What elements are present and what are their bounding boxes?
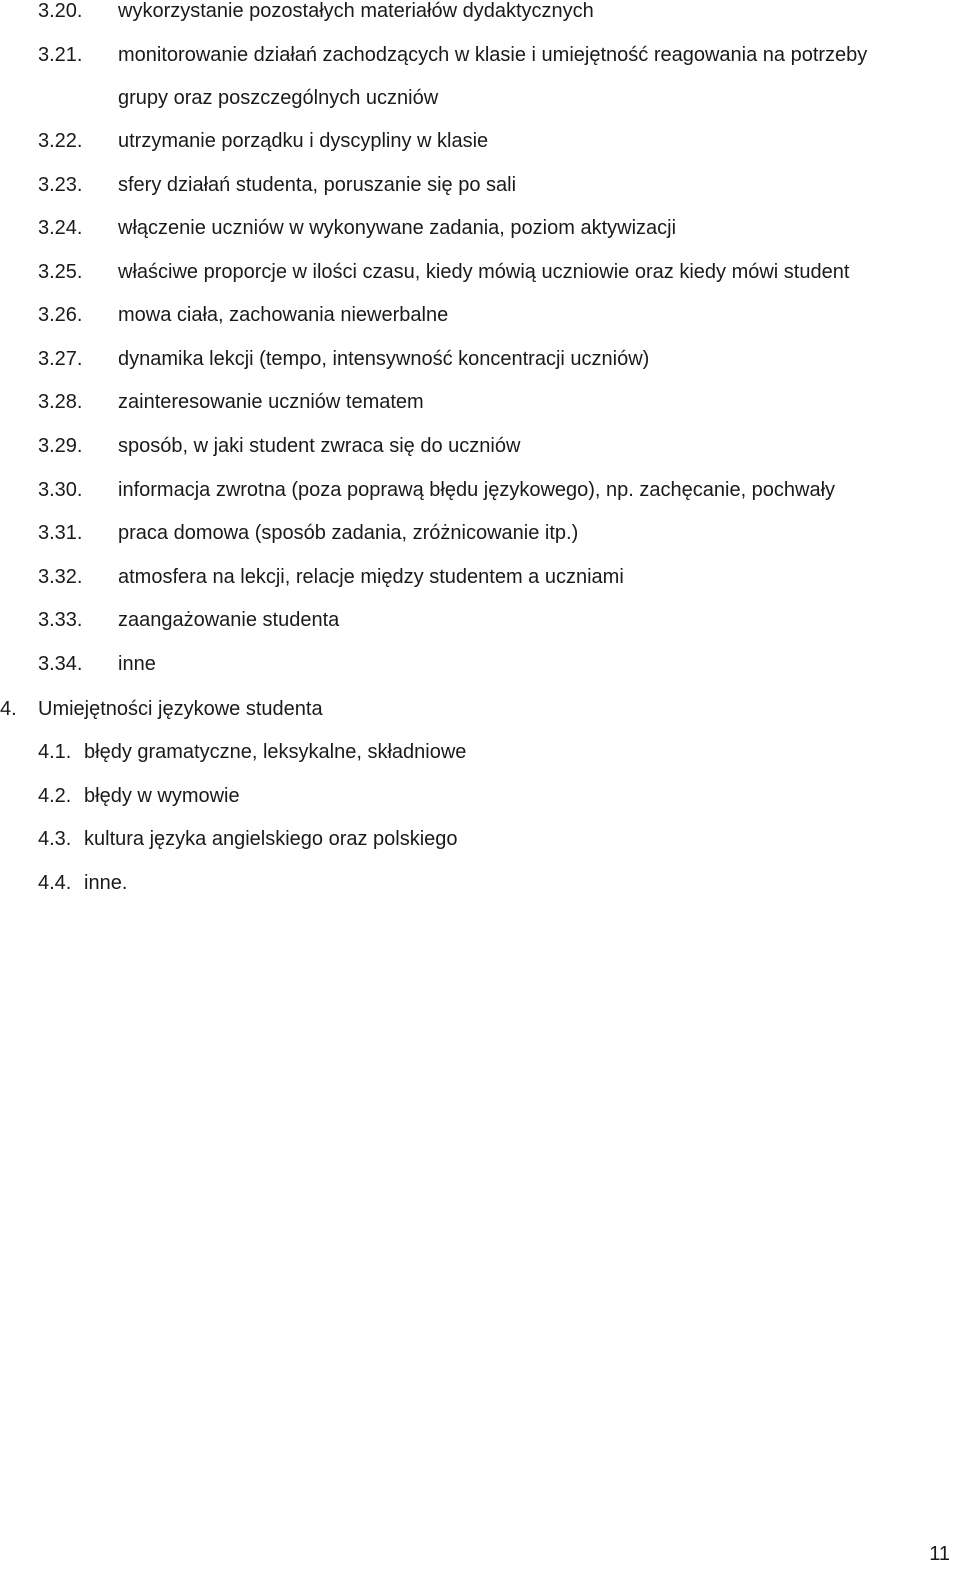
item-number: 4.3. bbox=[38, 828, 72, 850]
item-text: błędy gramatyczne, leksykalne, składniowe bbox=[84, 741, 467, 763]
item-text: włączenie uczniów w wykonywane zadania, poziom aktywizacji bbox=[118, 217, 677, 239]
item-text-continuation: grupy oraz poszczególnych uczniów bbox=[118, 87, 439, 109]
item-text: kultura języka angielskiego oraz polskiego bbox=[84, 828, 458, 850]
item-number: 3.33. bbox=[38, 609, 83, 631]
item-number: 3.28. bbox=[38, 391, 83, 413]
item-text: monitorowanie działań zachodzących w klasie i umiejętność reagowania na potrzeby bbox=[118, 44, 868, 66]
item-text: sposób, w jaki student zwraca się do uczniów bbox=[118, 435, 521, 457]
item-text: inne bbox=[118, 653, 156, 675]
item-text: wykorzystanie pozostałych materiałów dydaktycznych bbox=[118, 0, 594, 22]
item-number: 3.21. bbox=[38, 44, 83, 66]
item-number: 4.4. bbox=[38, 872, 72, 894]
item-number: 3.30. bbox=[38, 479, 83, 501]
item-text: informacja zwrotna (poza poprawą błędu językowego), np. zachęcanie, pochwały bbox=[118, 479, 836, 501]
section-title: Umiejętności językowe studenta bbox=[38, 698, 323, 720]
section-number: 4. bbox=[0, 698, 17, 720]
item-number: 3.31. bbox=[38, 522, 83, 544]
item-text: utrzymanie porządku i dyscypliny w klasie bbox=[118, 130, 489, 152]
item-number: 3.24. bbox=[38, 217, 83, 239]
item-text: błędy w wymowie bbox=[84, 785, 240, 807]
item-number: 4.2. bbox=[38, 785, 72, 807]
item-number: 3.20. bbox=[38, 0, 83, 22]
page-number: 11 bbox=[929, 1543, 950, 1565]
item-number: 3.27. bbox=[38, 348, 83, 370]
item-text: mowa ciała, zachowania niewerbalne bbox=[118, 304, 449, 326]
item-number: 3.22. bbox=[38, 130, 83, 152]
item-number: 3.26. bbox=[38, 304, 83, 326]
item-number: 3.32. bbox=[38, 566, 83, 588]
item-text: atmosfera na lekcji, relacje między studentem a uczniami bbox=[118, 566, 624, 588]
item-number: 3.23. bbox=[38, 174, 83, 196]
item-text: sfery działań studenta, poruszanie się po sali bbox=[118, 174, 517, 196]
item-text: dynamika lekcji (tempo, intensywność koncentracji uczniów) bbox=[118, 348, 650, 370]
item-number: 3.29. bbox=[38, 435, 83, 457]
item-number: 3.25. bbox=[38, 261, 83, 283]
item-text: zaangażowanie studenta bbox=[118, 609, 340, 631]
item-text: zainteresowanie uczniów tematem bbox=[118, 391, 424, 413]
item-text: właściwe proporcje w ilości czasu, kiedy mówią uczniowie oraz kiedy mówi student bbox=[118, 261, 850, 283]
item-number: 4.1. bbox=[38, 741, 72, 763]
item-text: inne. bbox=[84, 872, 128, 894]
item-text: praca domowa (sposób zadania, zróżnicowanie itp.) bbox=[118, 522, 579, 544]
item-number: 3.34. bbox=[38, 653, 83, 675]
